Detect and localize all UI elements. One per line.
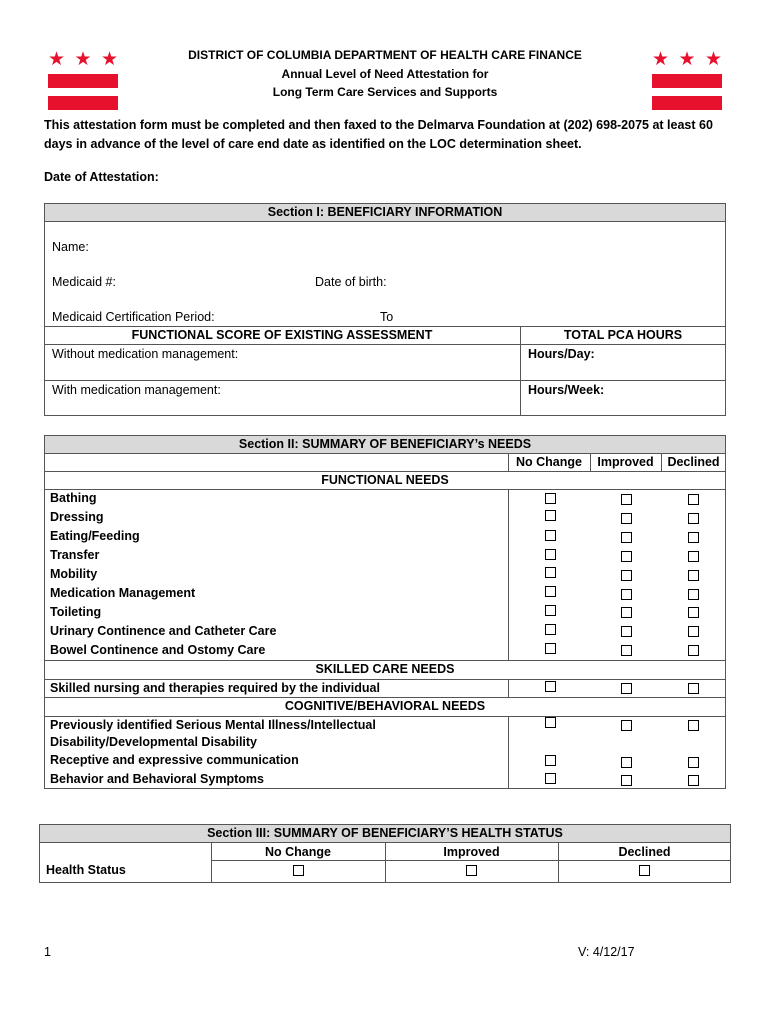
functional-needs-header: FUNCTIONAL NEEDS (321, 473, 449, 487)
checkbox-health-improved[interactable] (466, 865, 477, 876)
name-label[interactable]: Name: (52, 240, 89, 254)
medicaid-label[interactable]: Medicaid #: (52, 275, 116, 289)
need-row-label: Previously identified Serious Mental Illness/Intellectual (50, 718, 376, 732)
need-row-label: Urinary Continence and Catheter Care (50, 624, 277, 638)
checkbox-improved[interactable] (621, 532, 632, 543)
need-row-label: Transfer (50, 548, 100, 562)
checkbox-declined[interactable] (688, 683, 699, 694)
rule (44, 344, 726, 345)
rule (44, 489, 726, 490)
rule (508, 716, 509, 789)
checkbox-declined[interactable] (688, 494, 699, 505)
checkbox-declined[interactable] (688, 532, 699, 543)
functional-score-header: FUNCTIONAL SCORE OF EXISTING ASSESSMENT (131, 328, 433, 342)
dob-label[interactable]: Date of birth: (315, 275, 387, 289)
s3-col-improved: Improved (443, 845, 500, 859)
need-row-label: Mobility (50, 567, 98, 581)
cognitive-header: COGNITIVE/BEHAVIORAL NEEDS (284, 699, 486, 713)
checkbox-no-change[interactable] (545, 755, 556, 766)
checkbox-improved[interactable] (621, 513, 632, 524)
checkbox-improved[interactable] (621, 626, 632, 637)
rule (44, 660, 726, 661)
total-pca-hours-header: TOTAL PCA HOURS (563, 328, 683, 342)
star-icon: ★ (100, 49, 118, 70)
checkbox-declined[interactable] (688, 589, 699, 600)
checkbox-improved[interactable] (621, 683, 632, 694)
need-row-label: Skilled nursing and therapies required by the individual (50, 681, 380, 695)
checkbox-health-no-change[interactable] (293, 865, 304, 876)
checkbox-no-change[interactable] (545, 530, 556, 541)
star-icon: ★ (74, 49, 92, 70)
rule (44, 697, 726, 698)
s3-col-no-change: No Change (265, 845, 331, 859)
checkbox-no-change[interactable] (545, 510, 556, 521)
checkbox-declined[interactable] (688, 720, 699, 731)
rule (44, 326, 726, 327)
need-row-label-cont: Disability/Developmental Disability (50, 735, 258, 749)
checkbox-improved[interactable] (621, 757, 632, 768)
rule (44, 380, 726, 381)
star-icon: ★ (704, 49, 722, 70)
checkbox-improved[interactable] (621, 494, 632, 505)
col-improved: Improved (597, 455, 654, 469)
rule (44, 716, 726, 717)
checkbox-declined[interactable] (688, 757, 699, 768)
checkbox-declined[interactable] (688, 551, 699, 562)
checkbox-improved[interactable] (621, 720, 632, 731)
star-icon: ★ (678, 49, 696, 70)
checkbox-declined[interactable] (688, 607, 699, 618)
need-row-label: Eating/Feeding (50, 529, 140, 543)
version-label: V: 4/12/17 (578, 945, 635, 959)
checkbox-improved[interactable] (621, 645, 632, 656)
header-subtitle: Long Term Care Services and Supports (272, 85, 498, 99)
rule (508, 489, 509, 660)
checkbox-no-change[interactable] (545, 681, 556, 692)
rule (211, 860, 731, 861)
checkbox-improved[interactable] (621, 607, 632, 618)
header-agency: DISTRICT OF COLUMBIA DEPARTMENT OF HEALTH CARE FINANCE (188, 48, 582, 62)
section2-title: Section II: SUMMARY OF BENEFICIARY’s NEEDS (238, 437, 532, 451)
checkbox-no-change[interactable] (545, 605, 556, 616)
rule (44, 471, 726, 472)
hours-day-label[interactable]: Hours/Day: (528, 347, 595, 361)
section3-title: Section III: SUMMARY OF BENEFICIARY’S HEALTH STATUS (207, 826, 563, 840)
rule (508, 679, 509, 697)
checkbox-no-change[interactable] (545, 493, 556, 504)
checkbox-no-change[interactable] (545, 549, 556, 560)
cert-period-label[interactable]: Medicaid Certification Period: (52, 310, 215, 324)
checkbox-no-change[interactable] (545, 643, 556, 654)
need-row-label: Bowel Continence and Ostomy Care (50, 643, 266, 657)
health-status-label: Health Status (46, 863, 126, 877)
with-med-label[interactable]: With medication management: (52, 383, 221, 397)
need-row-label: Receptive and expressive communication (50, 753, 299, 767)
hours-week-label[interactable]: Hours/Week: (528, 383, 605, 397)
checkbox-declined[interactable] (688, 513, 699, 524)
date-of-attestation-label: Date of Attestation: (44, 170, 159, 184)
skilled-care-header: SKILLED CARE NEEDS (315, 662, 455, 676)
need-row-label: Toileting (50, 605, 102, 619)
checkbox-no-change[interactable] (545, 773, 556, 784)
need-row-label: Dressing (50, 510, 104, 524)
rule (44, 453, 726, 454)
without-med-label[interactable]: Without medication management: (52, 347, 239, 361)
checkbox-improved[interactable] (621, 589, 632, 600)
checkbox-no-change[interactable] (545, 567, 556, 578)
need-row-label: Bathing (50, 491, 97, 505)
checkbox-declined[interactable] (688, 645, 699, 656)
need-row-label: Behavior and Behavioral Symptoms (50, 772, 264, 786)
intro-line2: days in advance of the level of care end date as identified on the LOC determination sheet. (44, 137, 582, 151)
star-icon: ★ (48, 49, 66, 70)
page-number: 1 (44, 945, 51, 959)
checkbox-improved[interactable] (621, 775, 632, 786)
header-title: Annual Level of Need Attestation for (281, 67, 489, 81)
s3-col-declined: Declined (618, 845, 671, 859)
col-declined: Declined (667, 455, 720, 469)
section1-title: Section I: BENEFICIARY INFORMATION (267, 205, 503, 219)
checkbox-no-change[interactable] (545, 586, 556, 597)
checkbox-no-change[interactable] (545, 717, 556, 728)
intro-line1: This attestation form must be completed and then faxed to the Delmarva Foundation at (202) 698-2075 at least 60 (44, 118, 713, 132)
rule (44, 221, 726, 222)
rule (44, 679, 726, 680)
checkbox-no-change[interactable] (545, 624, 556, 635)
checkbox-declined[interactable] (688, 775, 699, 786)
checkbox-improved[interactable] (621, 570, 632, 581)
checkbox-health-declined[interactable] (639, 865, 650, 876)
cert-period-to-label[interactable]: To (380, 310, 394, 324)
star-icon: ★ (652, 49, 670, 70)
need-row-label: Medication Management (50, 586, 196, 600)
checkbox-declined[interactable] (688, 626, 699, 637)
checkbox-improved[interactable] (621, 551, 632, 562)
col-no-change: No Change (516, 455, 582, 469)
checkbox-declined[interactable] (688, 570, 699, 581)
